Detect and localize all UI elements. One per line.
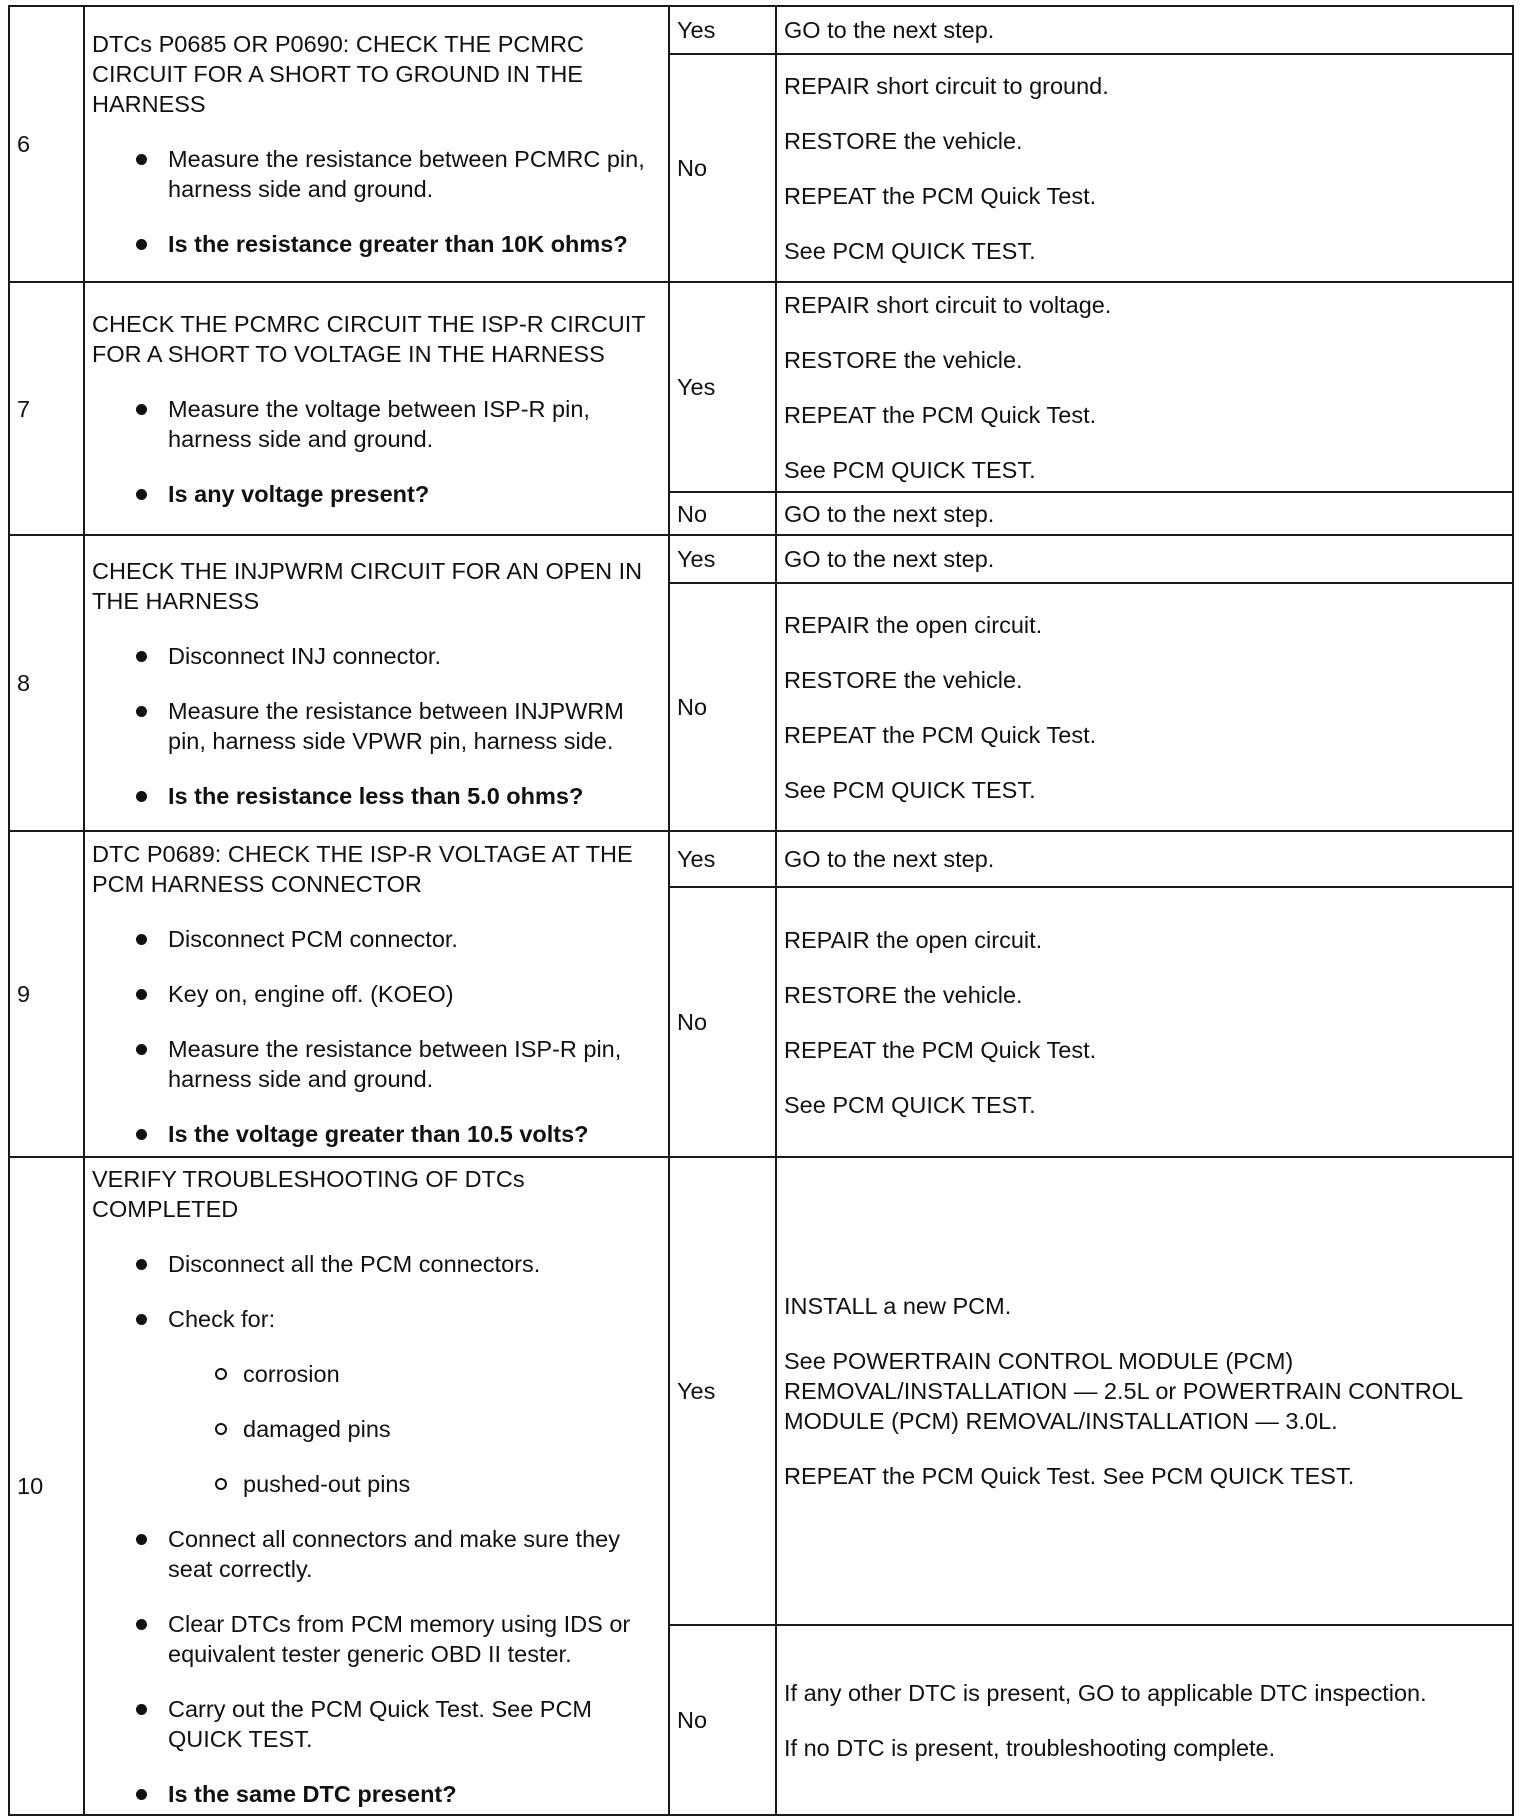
bullet-item: Disconnect INJ connector. <box>92 641 661 671</box>
outcome-line: REPAIR short circuit to ground. <box>784 72 1109 99</box>
bullet-item: Connect all connectors and make sure they seat correctly. <box>92 1524 661 1584</box>
bullet-item: Carry out the PCM Quick Test. See PCM QUICK TEST. <box>92 1694 661 1754</box>
step-action <box>84 6 669 282</box>
bullet-item: Key on, engine off. (KOEO) <box>92 979 661 1009</box>
step-row <box>9 1157 1513 1625</box>
outcome-line: REPEAT the PCM Quick Test. <box>784 1036 1097 1063</box>
outcome-line: See PCM QUICK TEST. <box>784 1091 1036 1118</box>
bullet-list <box>92 641 661 811</box>
bullet-item: Measure the resistance between PCMRC pin, harness side and ground. <box>92 144 661 204</box>
outcome-line: GO to the next step. <box>784 500 995 527</box>
step-title: CHECK THE PCMRC CIRCUIT THE ISP-R CIRCUIT FOR A SHORT TO VOLTAGE IN THE HARNESS <box>92 310 646 367</box>
outcome-line: INSTALL a new PCM. <box>784 1293 1012 1319</box>
step-question: Is the voltage greater than 10.5 volts? <box>92 1119 661 1149</box>
bullet-list <box>92 144 661 259</box>
step-number: 6 <box>9 6 84 282</box>
result-label: No <box>669 887 776 1157</box>
bullet-item: Disconnect all the PCM connectors. <box>92 1249 661 1279</box>
sub-bullet-item: damaged pins <box>168 1414 661 1444</box>
step-row <box>9 6 1513 54</box>
result-outcome <box>776 282 1513 492</box>
result-label: No <box>669 1625 776 1815</box>
outcome-line: RESTORE the vehicle. <box>784 666 1023 693</box>
diagnostic-table <box>8 5 1514 1816</box>
outcome-line: REPAIR short circuit to voltage. <box>784 291 1112 318</box>
result-outcome <box>776 535 1513 583</box>
result-outcome <box>776 492 1513 535</box>
outcome-line: See PCM QUICK TEST. <box>784 237 1036 264</box>
result-label: Yes <box>669 6 776 54</box>
outcome-line: REPEAT the PCM Quick Test. <box>784 721 1097 748</box>
step-number: 10 <box>9 1157 84 1815</box>
outcome-line: REPAIR the open circuit. <box>784 611 1043 638</box>
outcome-line: REPEAT the PCM Quick Test. See PCM QUICK TEST. <box>784 1463 1355 1489</box>
bullet-list <box>92 394 661 509</box>
step-question: Is any voltage present? <box>92 479 661 509</box>
sub-bullet-list <box>168 1359 661 1499</box>
bullet-item: Measure the resistance between INJPWRM pin, harness side VPWR pin, harness side. <box>92 696 661 756</box>
step-number: 8 <box>9 535 84 831</box>
result-outcome <box>776 54 1513 282</box>
result-outcome <box>776 887 1513 1157</box>
outcome-line: See POWERTRAIN CONTROL MODULE (PCM) REMOVAL/INSTALLATION — 2.5L or POWERTRAIN CONTROL MODULE (PCM) REMOVAL/INSTALLATION — 3.0L. <box>784 1348 1463 1434</box>
step-row <box>9 831 1513 887</box>
outcome-line: REPEAT the PCM Quick Test. <box>784 182 1097 209</box>
outcome-line: GO to the next step. <box>784 846 995 872</box>
outcome-line: RESTORE the vehicle. <box>784 127 1023 154</box>
outcome-line: REPAIR the open circuit. <box>784 926 1043 953</box>
result-label: Yes <box>669 1157 776 1625</box>
sub-bullet-item: pushed-out pins <box>168 1469 661 1499</box>
step-action <box>84 831 669 1157</box>
step-action <box>84 282 669 535</box>
bullet-item: Measure the resistance between ISP-R pin, harness side and ground. <box>92 1034 661 1094</box>
step-title: CHECK THE INJPWRM CIRCUIT FOR AN OPEN IN THE HARNESS <box>92 557 643 614</box>
sub-bullet-item: corrosion <box>168 1359 661 1389</box>
outcome-line: If any other DTC is present, GO to applicable DTC inspection. <box>784 1679 1427 1706</box>
outcome-line: RESTORE the vehicle. <box>784 981 1023 1008</box>
step-title: VERIFY TROUBLESHOOTING OF DTCs COMPLETED <box>92 1165 525 1222</box>
step-row <box>9 282 1513 492</box>
bullet-item: Measure the voltage between ISP-R pin, harness side and ground. <box>92 394 661 454</box>
step-question: Is the resistance less than 5.0 ohms? <box>92 781 661 811</box>
step-action <box>84 535 669 831</box>
step-row <box>9 535 1513 583</box>
bullet-text: Check for: <box>168 1305 276 1332</box>
outcome-line: GO to the next step. <box>784 546 995 572</box>
result-outcome <box>776 583 1513 831</box>
result-label: Yes <box>669 831 776 887</box>
result-outcome <box>776 1625 1513 1815</box>
result-label: Yes <box>669 535 776 583</box>
result-outcome <box>776 831 1513 887</box>
step-number: 9 <box>9 831 84 1157</box>
result-label: Yes <box>669 282 776 492</box>
result-label: No <box>669 54 776 282</box>
bullet-item: Disconnect PCM connector. <box>92 924 661 954</box>
bullet-item <box>92 1304 661 1499</box>
step-question: Is the same DTC present? <box>92 1779 661 1809</box>
outcome-line: See PCM QUICK TEST. <box>784 456 1036 483</box>
bullet-list <box>92 924 661 1149</box>
result-label: No <box>669 492 776 535</box>
step-title: DTCs P0685 OR P0690: CHECK THE PCMRC CIRCUIT FOR A SHORT TO GROUND IN THE HARNESS <box>92 31 584 117</box>
outcome-line: See PCM QUICK TEST. <box>784 776 1036 803</box>
bullet-list <box>92 1249 661 1809</box>
result-label: No <box>669 583 776 831</box>
result-outcome <box>776 1157 1513 1625</box>
step-number: 7 <box>9 282 84 535</box>
step-action <box>84 1157 669 1815</box>
outcome-line: RESTORE the vehicle. <box>784 346 1023 373</box>
outcome-line: REPEAT the PCM Quick Test. <box>784 401 1097 428</box>
bullet-item: Clear DTCs from PCM memory using IDS or equivalent tester generic OBD II tester. <box>92 1609 661 1669</box>
step-title: DTC P0689: CHECK THE ISP-R VOLTAGE AT THE PCM HARNESS CONNECTOR <box>92 841 633 897</box>
outcome-line: GO to the next step. <box>784 17 995 43</box>
outcome-line: If no DTC is present, troubleshooting complete. <box>784 1734 1276 1761</box>
step-question: Is the resistance greater than 10K ohms? <box>92 229 661 259</box>
result-outcome <box>776 6 1513 54</box>
